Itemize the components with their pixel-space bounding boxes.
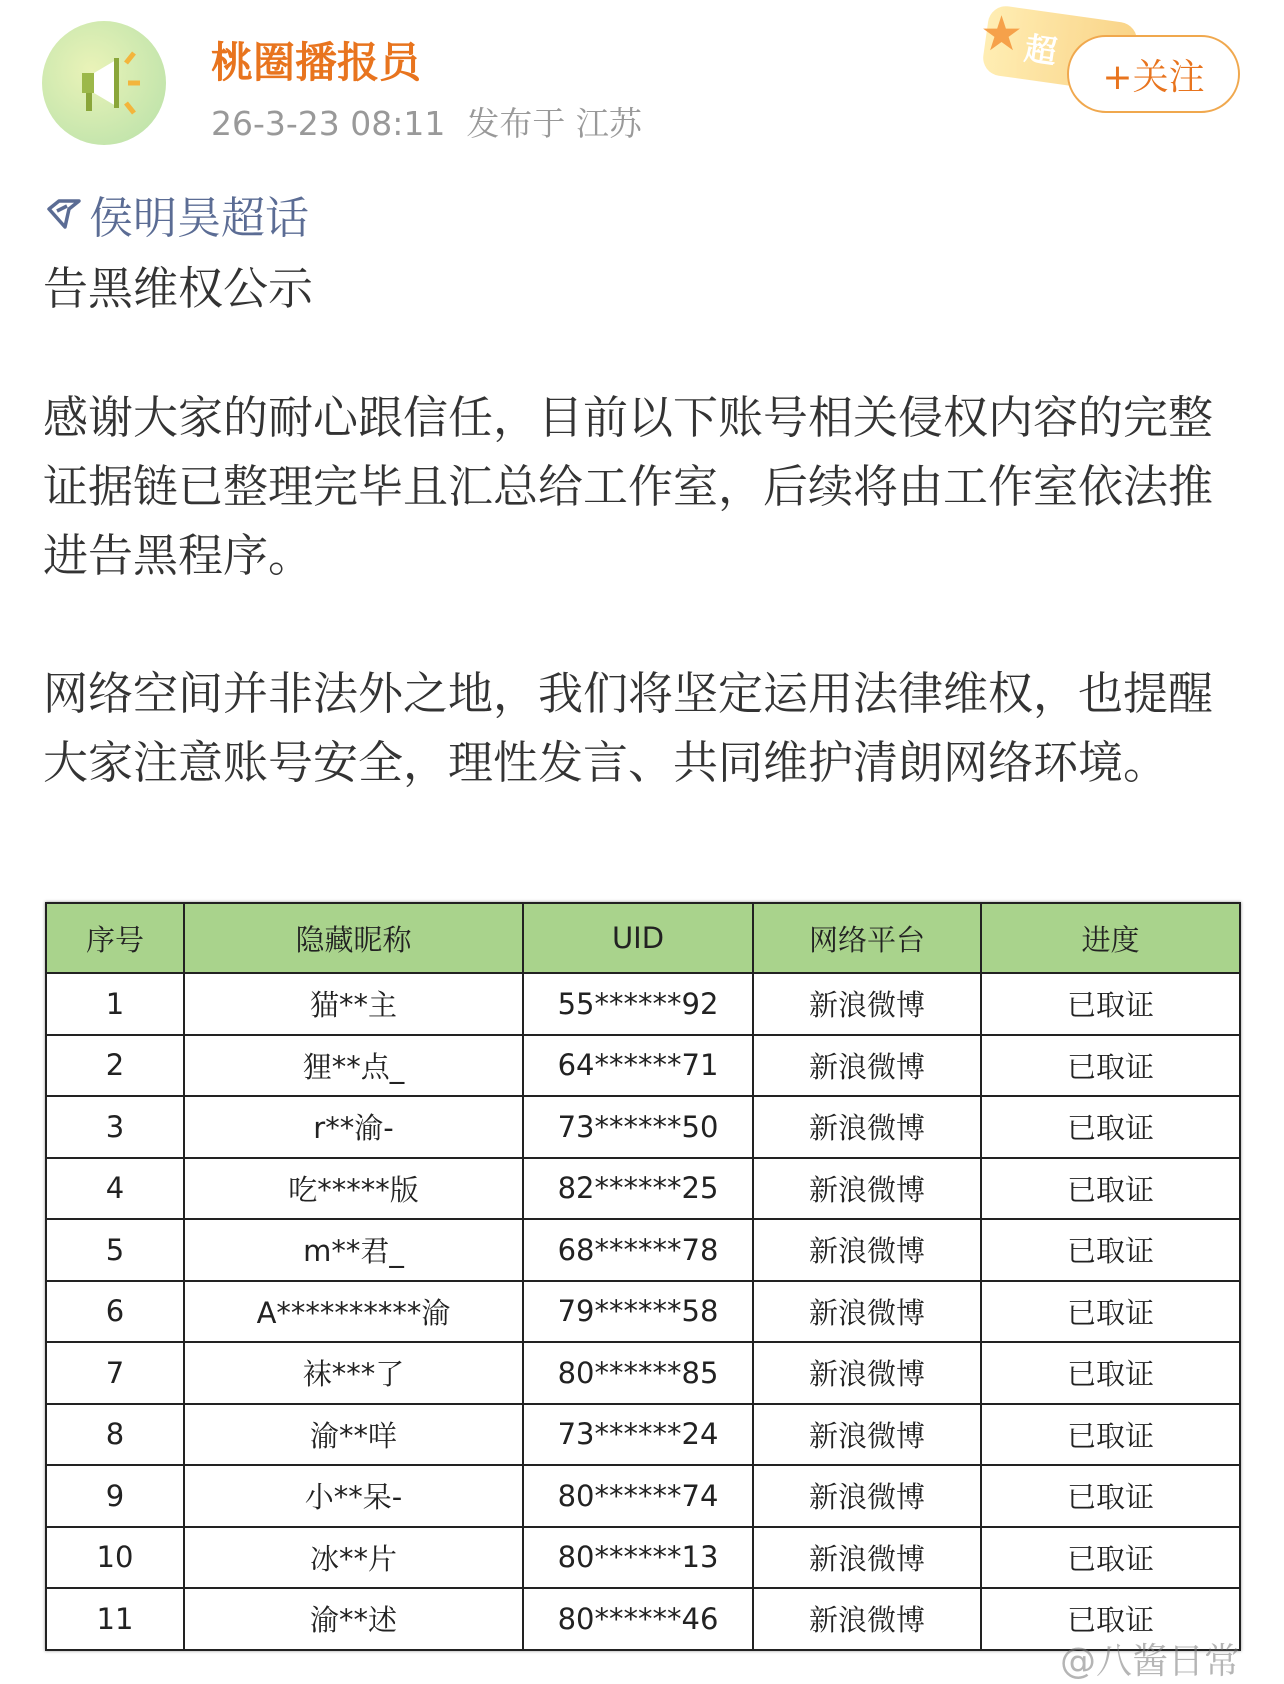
table-cell: 79******58 (523, 1281, 753, 1343)
table-cell: 已取证 (981, 1035, 1240, 1097)
table-row (46, 1465, 1240, 1527)
table-cell: 新浪微博 (753, 1465, 981, 1527)
table-cell: 吃*****版 (184, 1158, 523, 1220)
column-header: 隐藏昵称 (184, 903, 523, 973)
star-icon: ★ (980, 6, 1024, 62)
table-cell: 已取证 (981, 1219, 1240, 1281)
post-meta (211, 98, 642, 145)
table-cell: 80******13 (523, 1527, 753, 1589)
diamond-icon (45, 197, 85, 231)
table-cell: 73******50 (523, 1096, 753, 1158)
post-title: 告黑维权公示 (43, 262, 314, 315)
table-cell: 已取证 (981, 973, 1240, 1035)
table-cell: 7 (46, 1342, 184, 1404)
post-location: 发布于 江苏 (466, 104, 642, 143)
table-row (46, 1342, 1240, 1404)
table-cell: 已取证 (981, 1404, 1240, 1466)
megaphone-icon (64, 48, 144, 118)
table-cell: 猫**主 (184, 973, 523, 1035)
badge-label: 超 (1022, 29, 1060, 72)
table-cell: 11 (46, 1588, 184, 1650)
table-cell: 80******85 (523, 1342, 753, 1404)
table-cell: 6 (46, 1281, 184, 1343)
topic-label: 侯明昊超话 (89, 193, 309, 244)
table-row (46, 1219, 1240, 1281)
super-topic-link[interactable] (45, 182, 309, 246)
table-cell: 5 (46, 1219, 184, 1281)
table-row (46, 1527, 1240, 1589)
table-cell: 80******46 (523, 1588, 753, 1650)
table-cell: 新浪微博 (753, 1527, 981, 1589)
avatar[interactable] (42, 21, 166, 145)
table-row (46, 1158, 1240, 1220)
table-cell: 已取证 (981, 1527, 1240, 1589)
table-cell: 82******25 (523, 1158, 753, 1220)
evidence-table (45, 902, 1241, 1651)
table-row (46, 1096, 1240, 1158)
table-cell: 新浪微博 (753, 1404, 981, 1466)
table-cell: 新浪微博 (753, 973, 981, 1035)
follow-button[interactable]: +关注 (1067, 35, 1240, 113)
table-cell: 1 (46, 973, 184, 1035)
table-cell: 新浪微博 (753, 1588, 981, 1650)
post-paragraph: 网络空间并非法外之地，我们将坚定运用法律维权，也提醒大家注意账号安全，理性发言、共同维护清朗网络环境。 (43, 667, 1214, 789)
table-cell: 4 (46, 1158, 184, 1220)
table-row (46, 1404, 1240, 1466)
column-header: 进度 (981, 903, 1240, 973)
table-row (46, 1035, 1240, 1097)
table-cell: 68******78 (523, 1219, 753, 1281)
post-time: 26-3-23 08:11 (211, 104, 446, 143)
table-cell: 55******92 (523, 973, 753, 1035)
table-cell: 渝**咩 (184, 1404, 523, 1466)
table-cell: 10 (46, 1527, 184, 1589)
table-cell: 已取证 (981, 1096, 1240, 1158)
table-cell: 2 (46, 1035, 184, 1097)
column-header: UID (523, 903, 753, 973)
table-cell: 已取证 (981, 1588, 1240, 1650)
table-cell: 64******71 (523, 1035, 753, 1097)
table-cell: 9 (46, 1465, 184, 1527)
table-cell: 新浪微博 (753, 1096, 981, 1158)
author-name[interactable]: 桃圈播报员 (211, 38, 422, 87)
table-cell: 新浪微博 (753, 1158, 981, 1220)
table-cell: 新浪微博 (753, 1342, 981, 1404)
table-cell: 8 (46, 1404, 184, 1466)
table-cell: m**君_ (184, 1219, 523, 1281)
table-cell: 73******24 (523, 1404, 753, 1466)
column-header: 网络平台 (753, 903, 981, 973)
table-cell: 新浪微博 (753, 1219, 981, 1281)
table-cell: 狸**点_ (184, 1035, 523, 1097)
table-cell: 已取证 (981, 1465, 1240, 1527)
table-cell: 已取证 (981, 1342, 1240, 1404)
table-cell: 冰**片 (184, 1527, 523, 1589)
table-cell: r**渝- (184, 1096, 523, 1158)
table-cell: 已取证 (981, 1158, 1240, 1220)
table-cell: 小**呆- (184, 1465, 523, 1527)
column-header: 序号 (46, 903, 184, 973)
table-row (46, 1281, 1240, 1343)
watermark: @八酱日常 (1060, 1641, 1241, 1682)
table-row (46, 973, 1240, 1035)
table-cell: 渝**述 (184, 1588, 523, 1650)
table-cell: 袜***了 (184, 1342, 523, 1404)
table-cell: 80******74 (523, 1465, 753, 1527)
table-cell: 3 (46, 1096, 184, 1158)
table-cell: A**********渝 (184, 1281, 523, 1343)
post-paragraph: 感谢大家的耐心跟信任，目前以下账号相关侵权内容的完整证据链已整理完毕且汇总给工作室，后续将由工作室依法推进告黑程序。 (43, 391, 1214, 582)
table-cell: 新浪微博 (753, 1281, 981, 1343)
table-cell: 新浪微博 (753, 1035, 981, 1097)
table-cell: 已取证 (981, 1281, 1240, 1343)
